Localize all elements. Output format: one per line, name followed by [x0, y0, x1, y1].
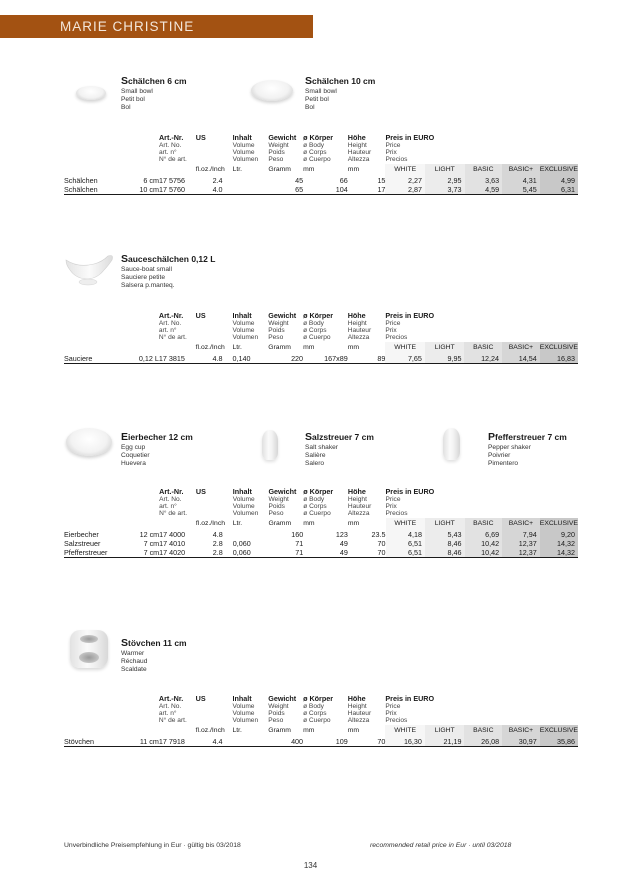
table-row: Sauciere 0,12 L 17 3815 4.8 0,140 220 167x89 89 7,65 9,95 12,24 14,54 16,83: [64, 354, 578, 364]
product-description: Egg cup Coquetier Huevera: [121, 444, 150, 467]
units-row: fl.oz./Inch Ltr. Gramm mm mm WHITE LIGHT BASIC BASIC+ EXCLUSIVE: [64, 725, 578, 737]
product-title: Schälchen 10 cm: [305, 75, 376, 87]
spec-table-eierbecher-streuer: [64, 488, 578, 558]
product-description: Small bowl Petit bol Bol: [305, 88, 337, 111]
product-description: Salt shaker Salière Salero: [305, 444, 338, 467]
page-number: 134: [303, 861, 318, 870]
brand-title: MARIE CHRISTINE: [60, 19, 195, 34]
sauce-boat-image: [64, 248, 116, 290]
warmer-side-opening: [79, 652, 99, 663]
units-row: fl.oz./Inch Ltr. Gramm mm mm WHITE LIGHT BASIC BASIC+ EXCLUSIVE: [64, 164, 578, 176]
table-row: Schälchen 10 cm 17 5760 4.0 65 104 17 2,87 3,73 4,59 5,45 6,31: [64, 185, 578, 195]
small-bowl-image: [76, 86, 106, 100]
header-row: Art.-Nr. Art. No. art. n° N° de art. US Inhalt Volume Volume Volumen Gewicht Weight Poids Peso ø Körper ø Body ø Corps ø Cuerpo Höhe Height Hauteur Altezza Preis in EURO Price Prix Precios: [159, 487, 435, 518]
product-title: Pfefferstreuer 7 cm: [488, 431, 567, 443]
units-row: fl.oz./Inch Ltr. Gramm mm mm WHITE LIGHT BASIC BASIC+ EXCLUSIVE: [64, 518, 578, 530]
brand-header-bar: [0, 15, 313, 38]
spec-table-sauciere: [64, 312, 578, 364]
table-row: Stövchen 11 cm 17 7918 4.4 400 109 70 16,30 21,19 26,08 30,97 35,86: [64, 737, 578, 747]
table-row: Pfefferstreuer 7 cm 17 4020 2.8 0,060 71 49 70 6,51 8,46 10,42 12,37 14,32: [64, 548, 578, 558]
table-row: Eierbecher 12 cm 17 4000 4.8 160 123 23.5 4,18 5,43 6,69 7,94 9,20: [64, 530, 578, 539]
warmer-top-opening: [80, 635, 98, 643]
header-row: Art.-Nr. Art. No. art. n° N° de art. US Inhalt Volume Volume Volumen Gewicht Weight Poids Peso ø Körper ø Body ø Corps ø Cuerpo Höhe Height Hauteur Altezza Preis in EURO Price Prix Precios: [158, 311, 435, 342]
product-description: Small bowl Petit bol Bol: [121, 88, 153, 111]
footer-price-note-en: recommended retail price in Eur · until 03/2018: [370, 842, 512, 849]
egg-cup-image: [66, 428, 112, 456]
product-description: Sauce-boat small Sauciere petite Salsera p.manteq.: [121, 266, 175, 289]
table-row: Salzstreuer 7 cm 17 4010 2.8 0,060 71 49 70 6,51 8,46 10,42 12,37 14,32: [64, 539, 578, 548]
spec-table-schaelchen: [64, 134, 578, 195]
product-title: Schälchen 6 cm: [121, 75, 187, 87]
units-row: fl.oz./Inch Ltr. Gramm mm mm WHITE LIGHT BASIC BASIC+ EXCLUSIVE: [64, 342, 578, 354]
header-row: Art.-Nr. Art. No. art. n° N° de art. US Inhalt Volume Volume Volumen Gewicht Weight Poids Peso ø Körper ø Body ø Corps ø Cuerpo Höhe Height Hauteur Altezza Preis in EURO Price Prix Precios: [158, 694, 435, 725]
product-title: Sauceschälchen 0,12 L: [121, 253, 216, 265]
product-description: Warmer Réchaud Scaldate: [121, 650, 148, 673]
header-row: Art.-Nr. Art. No. art. n° N° de art. US Inhalt Volume Volume Volumen Gewicht Weight Poids Peso ø Körper ø Body ø Corps ø Cuerpo Höhe Height Hauteur Altezza Preis in EURO Price Prix Precios: [158, 133, 435, 164]
pepper-shaker-image: [443, 428, 460, 460]
footer-price-note-de: Unverbindliche Preisempfehlung in Eur · gültig bis 03/2018: [64, 842, 241, 849]
product-title: Eierbecher 12 cm: [121, 431, 193, 443]
product-title: Salzstreuer 7 cm: [305, 431, 374, 443]
product-title: Stövchen 11 cm: [121, 637, 187, 649]
small-bowl-large-image: [251, 80, 293, 101]
salt-shaker-image: [262, 430, 278, 460]
spec-table-stoevchen: [64, 695, 578, 747]
product-description: Pepper shaker Poivrier Pimentero: [488, 444, 531, 467]
warmer-image: [70, 630, 108, 668]
table-row: Schälchen 6 cm 17 5756 2.4 45 66 15 2,27 2,95 3,63 4,31 4,99: [64, 176, 578, 185]
